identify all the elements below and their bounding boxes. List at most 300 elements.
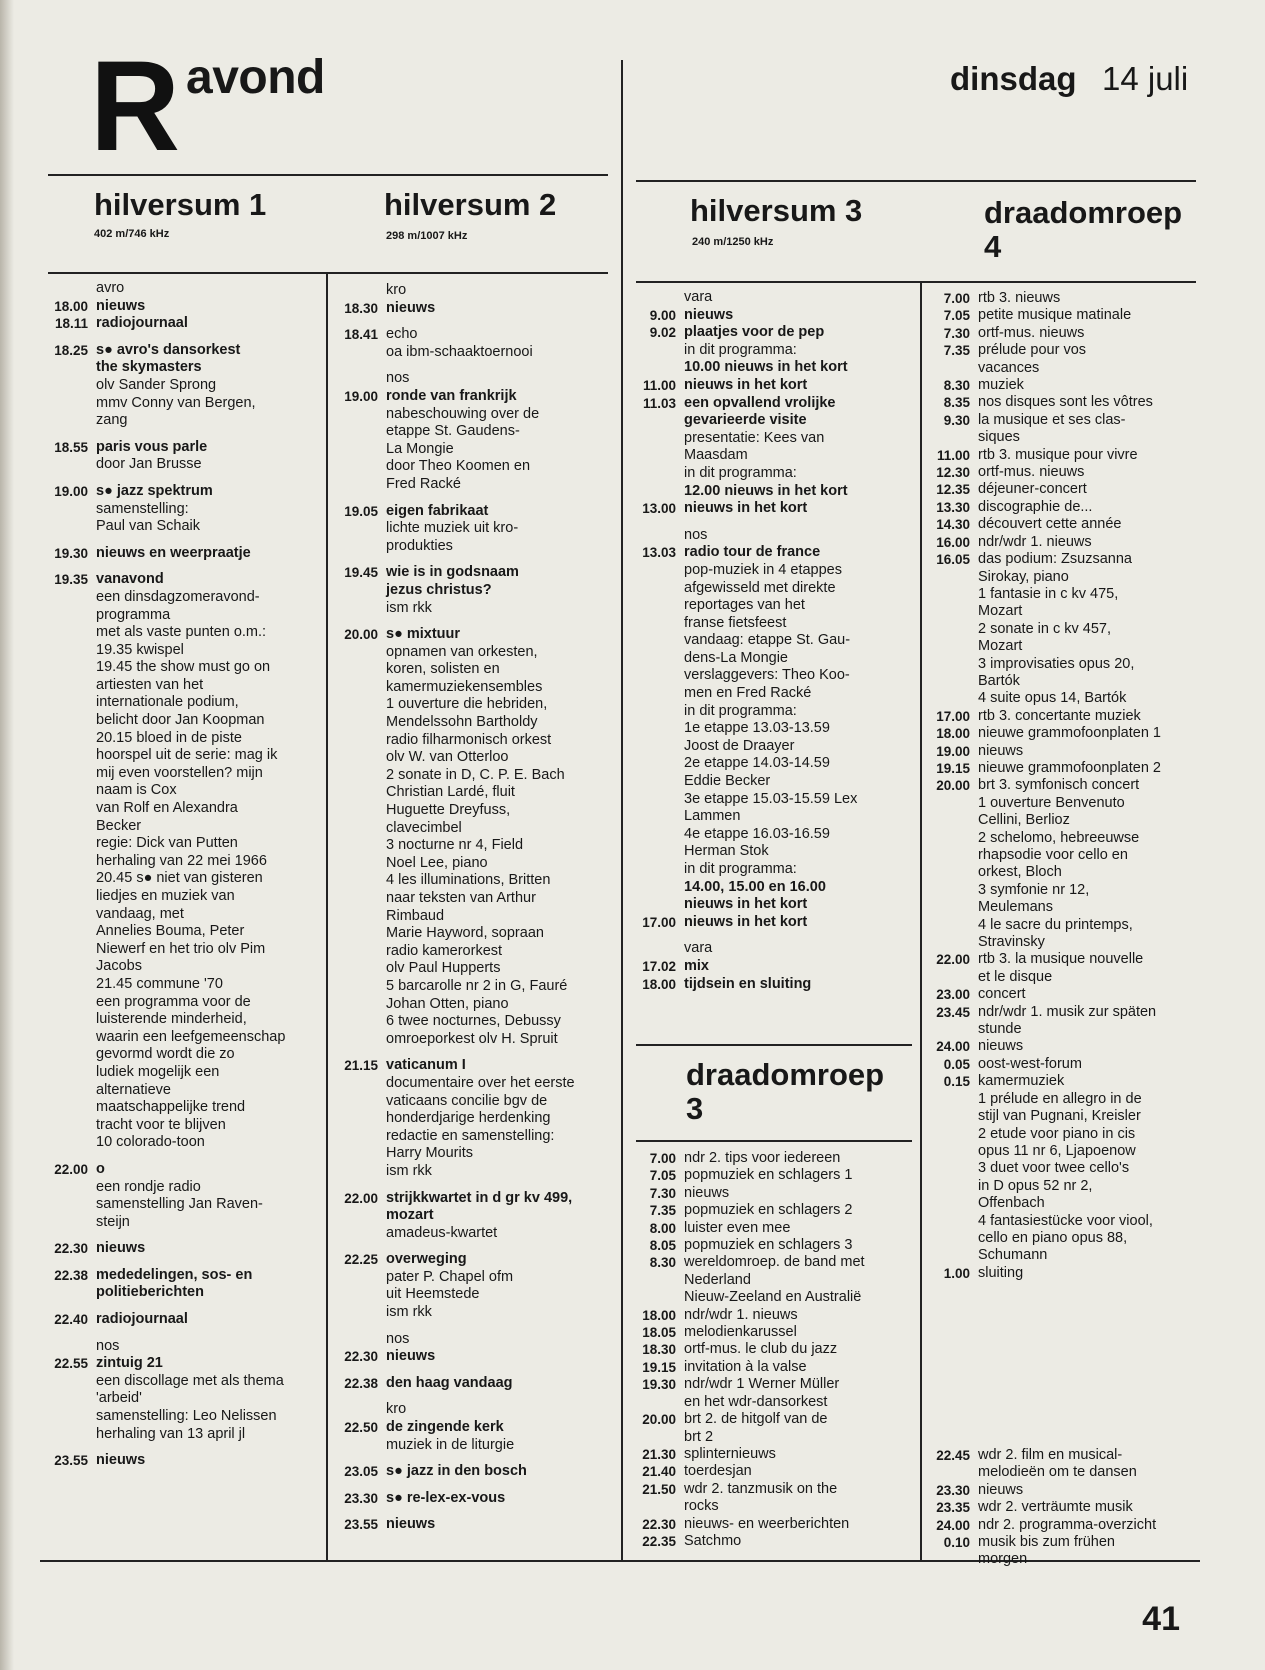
programme-line: nieuws bbox=[684, 1184, 730, 1201]
programme-entry bbox=[30, 280, 326, 298]
programme-entry bbox=[628, 1324, 920, 1341]
programme-line: 1 ouverture Benvenuto bbox=[978, 794, 1125, 811]
programme-time: 0.15 bbox=[943, 1074, 970, 1090]
programme-time: 19.00 bbox=[936, 743, 970, 759]
programme-line: Herman Stok bbox=[684, 843, 769, 860]
programme-line: 21.45 commune '70 bbox=[96, 975, 223, 992]
programme-time: 13.00 bbox=[642, 501, 676, 517]
programme-entry bbox=[320, 1348, 620, 1366]
programme-description bbox=[378, 1463, 620, 1481]
programme-line: popmuziek en schlagers 1 bbox=[684, 1167, 853, 1184]
programme-line: zang bbox=[96, 412, 128, 429]
programme-time: 23.30 bbox=[936, 1482, 970, 1498]
programme-line: brt 2 bbox=[684, 1428, 714, 1445]
programme-line: afgewisseld met direkte bbox=[684, 579, 836, 596]
entry-spacer bbox=[30, 1231, 326, 1240]
programme-line: overweging bbox=[386, 1251, 467, 1268]
rule-right-top bbox=[636, 180, 1196, 182]
programme-entry bbox=[320, 1516, 620, 1534]
programme-line: ndr 2. programma-overzicht bbox=[978, 1516, 1157, 1533]
entry-spacer bbox=[30, 430, 326, 439]
programme-line: een rondje radio bbox=[96, 1178, 201, 1195]
programme-entry bbox=[320, 1419, 620, 1454]
programme-time: 21.30 bbox=[642, 1446, 676, 1462]
programme-description bbox=[676, 976, 920, 994]
programme-description bbox=[676, 1376, 920, 1411]
programme-description bbox=[676, 1463, 920, 1480]
programme-entry bbox=[30, 1338, 326, 1356]
programme-time: 18.00 bbox=[936, 726, 970, 742]
programme-description bbox=[378, 282, 620, 300]
programme-line: nos bbox=[96, 1337, 120, 1354]
programme-entry bbox=[628, 395, 920, 501]
programme-line: ndr/wdr 1. musik zur späten bbox=[978, 1003, 1157, 1020]
programme-time: 8.30 bbox=[943, 378, 970, 394]
freq-hilversum-3: 240 m/1250 kHz bbox=[692, 236, 774, 248]
programme-time: 18.00 bbox=[642, 1307, 676, 1323]
programme-description bbox=[378, 1516, 620, 1534]
programme-time: 19.15 bbox=[936, 760, 970, 776]
programme-line: luister even mee bbox=[684, 1219, 791, 1236]
programme-time: 8.30 bbox=[649, 1255, 676, 1271]
programme-line: strijkkwartet in d gr kv 499, bbox=[386, 1189, 573, 1206]
programme-entry bbox=[920, 394, 1210, 411]
programme-time: 22.30 bbox=[344, 1349, 378, 1365]
programme-description bbox=[88, 1452, 326, 1470]
entry-spacer bbox=[320, 555, 620, 564]
programme-description bbox=[88, 1240, 326, 1258]
programme-line: regie: Dick van Putten bbox=[96, 835, 238, 852]
programme-entry bbox=[628, 527, 920, 545]
programme-description bbox=[970, 325, 1210, 342]
programme-entry bbox=[628, 1376, 920, 1411]
programme-description bbox=[676, 1220, 920, 1237]
programme-line: Cellini, Berlioz bbox=[978, 812, 1070, 829]
programme-time: 19.30 bbox=[642, 1377, 676, 1393]
programme-line: vaticaans concilie bgv de bbox=[386, 1092, 548, 1109]
programme-line: en het wdr-dansorkest bbox=[684, 1393, 828, 1410]
programme-description bbox=[676, 307, 920, 325]
programme-entry bbox=[920, 986, 1210, 1003]
entry-spacer bbox=[320, 361, 620, 370]
programme-description bbox=[970, 464, 1210, 481]
programme-line: Marie Hayword, sopraan bbox=[386, 925, 544, 942]
programme-line: Johan Otten, piano bbox=[386, 995, 509, 1012]
programme-line: das podium: Zsuzsanna bbox=[978, 551, 1132, 568]
programme-description bbox=[88, 280, 326, 298]
programme-line: de zingende kerk bbox=[386, 1419, 504, 1436]
programme-description bbox=[970, 725, 1210, 742]
programme-line: ndr/wdr 1. nieuws bbox=[684, 1306, 798, 1323]
programme-description bbox=[378, 1419, 620, 1454]
programme-description bbox=[970, 1004, 1210, 1039]
programme-line: nos bbox=[684, 526, 708, 543]
programme-entry bbox=[320, 300, 620, 318]
programme-time: 7.00 bbox=[943, 291, 970, 306]
programme-time: 16.00 bbox=[936, 534, 970, 550]
programme-line: ortf-mus. nieuws bbox=[978, 324, 1085, 341]
programme-description bbox=[378, 1401, 620, 1419]
programme-time: 21.15 bbox=[344, 1058, 378, 1074]
programme-line: et le disque bbox=[978, 968, 1053, 985]
programme-line: vandaag, met bbox=[96, 905, 184, 922]
programme-entry bbox=[920, 743, 1210, 760]
programme-line: Sirokay, piano bbox=[978, 568, 1069, 585]
programme-line: 4 fantasiestücke voor viool, bbox=[978, 1212, 1153, 1229]
programme-description bbox=[970, 499, 1210, 516]
programme-line: oost-west-forum bbox=[978, 1055, 1082, 1072]
programme-description bbox=[970, 551, 1210, 708]
programme-description bbox=[970, 743, 1210, 760]
programme-time: 13.30 bbox=[936, 499, 970, 515]
programme-time: 7.30 bbox=[943, 325, 970, 341]
programme-entry bbox=[628, 1533, 920, 1550]
station-title-hilversum-1: hilversum 1 bbox=[94, 187, 267, 222]
programme-entry bbox=[920, 516, 1210, 533]
programme-entry bbox=[320, 1190, 620, 1243]
programme-line: radio filharmonisch orkest bbox=[386, 731, 552, 748]
programme-line: in dit programma: bbox=[684, 464, 797, 481]
r-logo bbox=[90, 56, 180, 152]
programme-time: 7.05 bbox=[649, 1168, 676, 1184]
programme-line: Harry Mourits bbox=[386, 1145, 474, 1162]
programme-description bbox=[970, 377, 1210, 394]
programme-line: La Mongie bbox=[386, 440, 454, 457]
programme-line: 2 schelomo, hebreeuwse bbox=[978, 829, 1140, 846]
programme-line: steijn bbox=[96, 1213, 130, 1230]
programme-entry bbox=[628, 914, 920, 932]
programme-line: s● jazz in den bosch bbox=[386, 1463, 527, 1480]
programme-line: rtb 3. musique pour vivre bbox=[978, 446, 1138, 463]
programme-description bbox=[676, 1254, 920, 1306]
programme-line: Stravinsky bbox=[978, 934, 1045, 951]
programme-line: naam is Cox bbox=[96, 782, 177, 799]
day-label: dinsdag bbox=[950, 60, 1077, 97]
programme-line: nabeschouwing over de bbox=[386, 405, 540, 422]
programme-time: 8.05 bbox=[649, 1238, 676, 1254]
programme-line: clavecimbel bbox=[386, 819, 462, 836]
programme-line: nos bbox=[386, 370, 410, 387]
programme-entry bbox=[628, 289, 920, 307]
programme-entry bbox=[320, 503, 620, 556]
programme-entry bbox=[920, 342, 1210, 377]
programme-line: Joost de Draayer bbox=[684, 737, 795, 754]
programme-description bbox=[970, 412, 1210, 447]
programme-entry bbox=[30, 315, 326, 333]
programme-time: 18.00 bbox=[54, 298, 88, 314]
programme-entry bbox=[320, 1463, 620, 1481]
programme-time: 22.45 bbox=[936, 1448, 970, 1463]
programme-line: sluiting bbox=[978, 1264, 1024, 1281]
programme-line: popmuziek en schlagers 3 bbox=[684, 1237, 853, 1254]
entry-spacer bbox=[320, 1242, 620, 1251]
programme-line: 12.00 nieuws in het kort bbox=[684, 482, 848, 499]
programme-line: waarin een leefgemeenschap bbox=[96, 1028, 286, 1045]
programme-time: 9.30 bbox=[943, 412, 970, 428]
programme-entry bbox=[920, 1056, 1210, 1073]
programme-list-hilversum-2 bbox=[320, 282, 620, 1534]
entry-spacer bbox=[30, 1152, 326, 1161]
programme-line: olv Sander Sprong bbox=[96, 376, 217, 393]
programme-line: nieuws bbox=[978, 1481, 1024, 1498]
programme-entry bbox=[920, 1038, 1210, 1055]
programme-line: mij even voorstellen? mijn bbox=[96, 764, 263, 781]
programme-line: echo bbox=[386, 326, 418, 343]
programme-line: alternatieve bbox=[96, 1081, 171, 1098]
entry-spacer bbox=[628, 931, 920, 940]
programme-time: 23.30 bbox=[344, 1490, 378, 1506]
entry-spacer bbox=[320, 1507, 620, 1516]
programme-time: 23.55 bbox=[344, 1517, 378, 1533]
programme-line: nieuws in het kort bbox=[684, 913, 808, 930]
programme-line: ism rkk bbox=[386, 1162, 432, 1179]
programme-line: s● jazz spektrum bbox=[96, 482, 213, 499]
programme-line: découvert cette année bbox=[978, 516, 1122, 533]
programme-time: 13.03 bbox=[642, 545, 676, 561]
programme-description bbox=[378, 626, 620, 1048]
programme-time: 17.00 bbox=[642, 914, 676, 930]
programme-time: 22.00 bbox=[936, 952, 970, 968]
programme-line: nieuws bbox=[386, 299, 436, 316]
programme-line: kro bbox=[386, 1401, 407, 1418]
programme-line: radio kamerorkest bbox=[386, 942, 503, 959]
programme-line: the skymasters bbox=[96, 359, 202, 376]
programme-entry bbox=[920, 325, 1210, 342]
programme-line: Mendelssohn Bartholdy bbox=[386, 714, 538, 731]
programme-line: men en Fred Racké bbox=[684, 685, 812, 702]
programme-description bbox=[970, 708, 1210, 725]
programme-time: 11.03 bbox=[642, 395, 676, 411]
entry-spacer bbox=[30, 1302, 326, 1311]
entry-spacer bbox=[320, 1048, 620, 1057]
programme-entry bbox=[628, 1254, 920, 1306]
programme-line: Lammen bbox=[684, 808, 741, 825]
programme-time: 23.00 bbox=[936, 987, 970, 1003]
programme-line: siques bbox=[978, 429, 1020, 446]
programme-entry bbox=[320, 1375, 620, 1393]
programme-line: ndr/wdr 1 Werner Müller bbox=[684, 1376, 840, 1393]
programme-time: 19.00 bbox=[54, 483, 88, 499]
programme-line: franse fietsfeest bbox=[684, 614, 787, 631]
programme-line: 3 duet voor twee cello's bbox=[978, 1160, 1130, 1177]
programme-description bbox=[88, 342, 326, 430]
programme-line: nieuws bbox=[978, 1038, 1024, 1055]
programme-line: 1 fantasie in c kv 475, bbox=[978, 585, 1119, 602]
programme-description bbox=[970, 534, 1210, 551]
programme-line: Schumann bbox=[978, 1247, 1048, 1264]
programme-entry bbox=[628, 377, 920, 395]
rule-left-top bbox=[48, 174, 608, 176]
freq-hilversum-1: 402 m/746 kHz bbox=[94, 228, 170, 240]
programme-line: morgen bbox=[978, 1551, 1028, 1568]
programme-entry bbox=[320, 326, 620, 361]
programme-line: orkest, Bloch bbox=[978, 864, 1062, 881]
programme-time bbox=[30, 1338, 88, 1356]
programme-line: rtb 3. la musique nouvelle bbox=[978, 951, 1144, 968]
date-label: 14 juli bbox=[1102, 60, 1189, 97]
programme-description bbox=[970, 1056, 1210, 1073]
programme-line: naar teksten van Arthur bbox=[386, 890, 536, 906]
programme-entry bbox=[30, 1240, 326, 1258]
programme-line: 14.00, 15.00 en 16.00 bbox=[684, 878, 826, 895]
programme-line: melodienkarussel bbox=[684, 1324, 797, 1341]
programme-line: cello en piano opus 88, bbox=[978, 1229, 1128, 1246]
programme-time: 7.30 bbox=[649, 1185, 676, 1201]
programme-description bbox=[88, 571, 326, 1152]
programme-line: nieuwe grammofoonplaten 1 bbox=[978, 725, 1161, 742]
programme-line: toerdesjan bbox=[684, 1463, 752, 1480]
programme-time bbox=[30, 280, 88, 298]
programme-description bbox=[676, 1481, 920, 1516]
programme-entry bbox=[320, 1331, 620, 1349]
programme-line: herhaling van 13 april jl bbox=[96, 1425, 246, 1442]
programme-line: luisterende minderheid, bbox=[96, 1011, 247, 1028]
programme-line: presentatie: Kees van bbox=[684, 429, 825, 446]
programme-entry bbox=[320, 1057, 620, 1180]
entry-spacer bbox=[30, 474, 326, 483]
programme-description bbox=[378, 370, 620, 388]
programme-line: jezus christus? bbox=[386, 581, 492, 598]
programme-time: 20.00 bbox=[936, 778, 970, 794]
programme-entry bbox=[920, 464, 1210, 481]
programme-description bbox=[970, 1038, 1210, 1055]
entry-spacer bbox=[30, 1443, 326, 1452]
programme-line: wereldomroep. de band met bbox=[684, 1254, 865, 1271]
programme-description bbox=[676, 958, 920, 976]
station-title-draadomroep-3: draadomroep 3 bbox=[686, 1057, 885, 1126]
programme-entry bbox=[30, 1161, 326, 1231]
programme-line: kro bbox=[386, 282, 407, 298]
programme-entry bbox=[628, 940, 920, 958]
programme-line: la musique et ses clas- bbox=[978, 411, 1126, 428]
programme-description bbox=[676, 1533, 920, 1550]
programme-line: nieuws in het kort bbox=[684, 500, 808, 517]
programme-line: met als vaste punten o.m.: bbox=[96, 624, 267, 641]
programme-line: muziek bbox=[978, 377, 1024, 394]
programme-line: nieuws bbox=[96, 297, 146, 314]
programme-line: wdr 2. film en musical- bbox=[978, 1447, 1123, 1463]
rule-right-head bbox=[636, 281, 1196, 283]
programme-line: 3 improvisaties opus 20, bbox=[978, 655, 1135, 672]
programme-line: nieuws in het kort bbox=[684, 376, 808, 393]
programme-description bbox=[378, 388, 620, 494]
programme-time: 0.05 bbox=[943, 1056, 970, 1072]
programme-line: ndr/wdr 1. nieuws bbox=[978, 533, 1092, 550]
programme-line: Niewerf en het trio olv Pim bbox=[96, 940, 266, 957]
programme-time: 12.30 bbox=[936, 465, 970, 481]
programme-description bbox=[88, 483, 326, 536]
programme-time: 7.35 bbox=[943, 343, 970, 359]
programme-time bbox=[320, 1401, 378, 1419]
programme-line: pop-muziek in 4 etappes bbox=[684, 561, 842, 578]
programme-line: radiojournaal bbox=[96, 315, 188, 332]
programme-time: 9.00 bbox=[649, 307, 676, 323]
programme-time: 17.00 bbox=[936, 708, 970, 724]
programme-line: brt 3. symfonisch concert bbox=[978, 777, 1140, 794]
programme-list-hilversum-1 bbox=[30, 280, 326, 1470]
programme-description bbox=[970, 1447, 1210, 1482]
programme-description bbox=[676, 527, 920, 545]
entry-spacer bbox=[30, 536, 326, 545]
programme-time: 8.35 bbox=[943, 395, 970, 411]
programme-time: 21.40 bbox=[642, 1464, 676, 1480]
entry-spacer bbox=[30, 1258, 326, 1267]
programme-time: 7.05 bbox=[943, 308, 970, 324]
programme-line: déjeuner-concert bbox=[978, 481, 1087, 498]
programme-entry bbox=[628, 1446, 920, 1463]
programme-description bbox=[676, 1237, 920, 1254]
r-logo-letter: R bbox=[90, 56, 180, 152]
programme-description bbox=[970, 777, 1210, 951]
programme-description bbox=[970, 394, 1210, 411]
programme-line: rocks bbox=[684, 1498, 719, 1515]
programme-line: paris vous parle bbox=[96, 438, 208, 455]
programme-line: nieuws in het kort bbox=[684, 896, 808, 913]
programme-description bbox=[970, 516, 1210, 533]
programme-line: s● mixtuur bbox=[386, 626, 461, 643]
programme-line: 1 prélude en allegro in de bbox=[978, 1090, 1142, 1107]
programme-description bbox=[970, 1482, 1210, 1499]
programme-time: 9.02 bbox=[649, 325, 676, 341]
programme-line: ronde van frankrijk bbox=[386, 387, 517, 404]
programme-entry bbox=[920, 499, 1210, 516]
programme-description bbox=[378, 1057, 620, 1180]
programme-line: 3e etappe 15.03-15.59 Lex bbox=[684, 790, 858, 807]
programme-line: 3 symfonie nr 12, bbox=[978, 881, 1090, 898]
programme-description bbox=[676, 1167, 920, 1184]
programme-line: Mozart bbox=[978, 603, 1023, 620]
programme-description bbox=[970, 951, 1210, 986]
programme-description bbox=[970, 1517, 1210, 1534]
programme-line: liedjes en muziek van bbox=[96, 888, 235, 904]
programme-line: nieuws bbox=[684, 306, 734, 323]
programme-time: 21.50 bbox=[642, 1481, 676, 1497]
programme-time: 23.05 bbox=[344, 1464, 378, 1480]
programme-time: 24.00 bbox=[936, 1039, 970, 1055]
entry-spacer bbox=[30, 1329, 326, 1338]
programme-entry bbox=[628, 1516, 920, 1533]
programme-time: 18.11 bbox=[54, 316, 88, 332]
programme-entry bbox=[320, 1490, 620, 1508]
programme-line: een programma voor de bbox=[96, 993, 251, 1010]
programme-line: nieuws bbox=[386, 1348, 436, 1365]
programme-line: 4 le sacre du printemps, bbox=[978, 916, 1133, 933]
programme-line: 10 colorado-toon bbox=[96, 1134, 205, 1151]
programme-time: 11.00 bbox=[936, 447, 970, 463]
programme-line: discographie de... bbox=[978, 498, 1093, 515]
programme-entry bbox=[30, 545, 326, 563]
programme-description bbox=[378, 1190, 620, 1243]
programme-entry bbox=[920, 1004, 1210, 1039]
programme-time: 19.35 bbox=[54, 572, 88, 588]
programme-line: 2 etude voor piano in cis bbox=[978, 1125, 1136, 1142]
programme-entry bbox=[628, 1481, 920, 1516]
programme-line: een opvallend vrolijke bbox=[684, 394, 836, 411]
programme-time bbox=[628, 940, 676, 958]
freq-hilversum-2: 298 m/1007 kHz bbox=[386, 230, 468, 242]
programme-line: ism rkk bbox=[386, 1304, 432, 1321]
programme-entry bbox=[30, 1452, 326, 1470]
programme-entry bbox=[628, 1167, 920, 1184]
programme-line: wdr 2. verträumte musik bbox=[978, 1499, 1133, 1516]
programme-line: nos disques sont les vôtres bbox=[978, 394, 1153, 411]
programme-time: 8.00 bbox=[649, 1220, 676, 1236]
programme-line: 4 suite opus 14, Bartók bbox=[978, 690, 1127, 707]
programme-line: samenstelling: Leo Nelissen bbox=[96, 1408, 277, 1425]
programme-line: invitation à la valse bbox=[684, 1358, 807, 1375]
programme-description bbox=[88, 315, 326, 333]
programme-line: concert bbox=[978, 986, 1026, 1003]
